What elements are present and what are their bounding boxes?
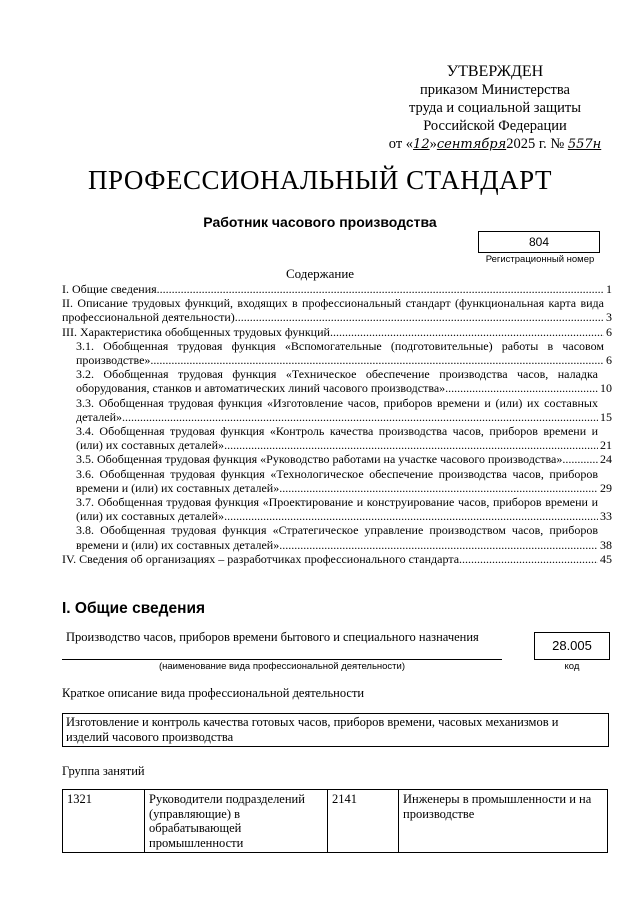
handwritten-order-number: 557н: [567, 137, 602, 152]
document-title: ПРОФЕССИОНАЛЬНЫЙ СТАНДАРТ: [87, 165, 553, 195]
document-subtitle: Работник часового производства: [203, 214, 437, 230]
occupation-group-label: Группа занятий: [62, 764, 145, 778]
table-row: [63, 790, 608, 853]
approval-status: УТВЕРЖДЕН: [446, 63, 544, 80]
registration-number-box: 804: [478, 231, 600, 253]
approval-line: Российской Федерации: [423, 118, 567, 134]
toc-entry[interactable]: 3.8. Обобщенная трудовая функция «Стратегическое управление производством часов, приборов времени и (или) их составных деталей» ..... 38: [62, 523, 612, 551]
occupation-name: Инженеры в промышленности и на производстве: [399, 790, 608, 853]
description-text: Изготовление и контроль качества готовых часов, приборов времени, часовых механизмов и изделий часового производства: [66, 715, 559, 744]
toc-title: Содержание: [285, 266, 355, 281]
approval-date: от «12»сентября2025 г. № 557н: [388, 136, 602, 152]
activity-code-label: код: [564, 661, 580, 672]
description-label: Краткое описание вида профессиональной деятельности: [62, 686, 365, 700]
activity-name: Производство часов, приборов времени бытового и специального назначения: [66, 630, 479, 644]
table-of-contents: [62, 282, 612, 566]
occupation-group-table: [62, 789, 608, 853]
toc-entry[interactable]: 3.4. Обобщенная трудовая функция «Контроль качества производства часов, приборов времени и (или) их составных деталей» ..... 21: [62, 424, 612, 452]
toc-entry[interactable]: IV. Сведения об организациях – разработчиках профессионального стандарта ..... 45: [62, 552, 612, 566]
toc-entry[interactable]: 3.2. Обобщенная трудовая функция «Техническое обеспечение производства часов, наладка оборудования, станков и автоматических линий часового производства» ..... 10: [62, 367, 612, 395]
toc-entry[interactable]: II. Описание трудовых функций, входящих в профессиональный стандарт (функциональная карта вида профессиональной деятельности) ..... 3: [62, 296, 612, 324]
toc-entry[interactable]: 3.1. Обобщенная трудовая функция «Вспомогательные (подготовительные) работы в часовом производстве» ..... 6: [62, 339, 612, 367]
activity-underline: [62, 659, 502, 660]
handwritten-month: сентября: [436, 137, 507, 152]
registration-number-label: Регистрационный номер: [485, 254, 595, 265]
handwritten-day: 12: [413, 137, 430, 152]
approval-line: приказом Министерства: [420, 82, 570, 98]
activity-caption: (наименование вида профессиональной деятельности): [158, 661, 406, 672]
toc-entry[interactable]: I. Общие сведения ..... 1: [62, 282, 612, 296]
toc-entry[interactable]: III. Характеристика обобщенных трудовых функций ..... 6: [62, 325, 612, 339]
toc-entry[interactable]: 3.7. Обобщенная трудовая функция «Проектирование и конструирование часов, приборов времени и (или) их составных деталей» ..... 33: [62, 495, 612, 523]
toc-entry[interactable]: 3.5. Обобщенная трудовая функция «Руководство работами на участке часового производства» ..... 24: [62, 452, 612, 466]
section-heading: I. Общие сведения: [62, 600, 206, 617]
approval-line: труда и социальной защиты: [409, 100, 581, 116]
occupation-name: Руководители подразделений (управляющие) в обрабатывающей промышленности: [145, 790, 328, 853]
occupation-code: 2141: [328, 790, 399, 853]
occupation-code: 1321: [63, 790, 145, 853]
toc-entry[interactable]: 3.3. Обобщенная трудовая функция «Изготовление часов, приборов времени и (или) их составных деталей» ..... 15: [62, 396, 612, 424]
toc-entry[interactable]: 3.6. Обобщенная трудовая функция «Технологическое обеспечение производства часов, приборов времени и (или) их составных деталей» ..... 29: [62, 467, 612, 495]
approval-block: [385, 63, 605, 154]
activity-code-box: 28.005: [534, 632, 610, 660]
